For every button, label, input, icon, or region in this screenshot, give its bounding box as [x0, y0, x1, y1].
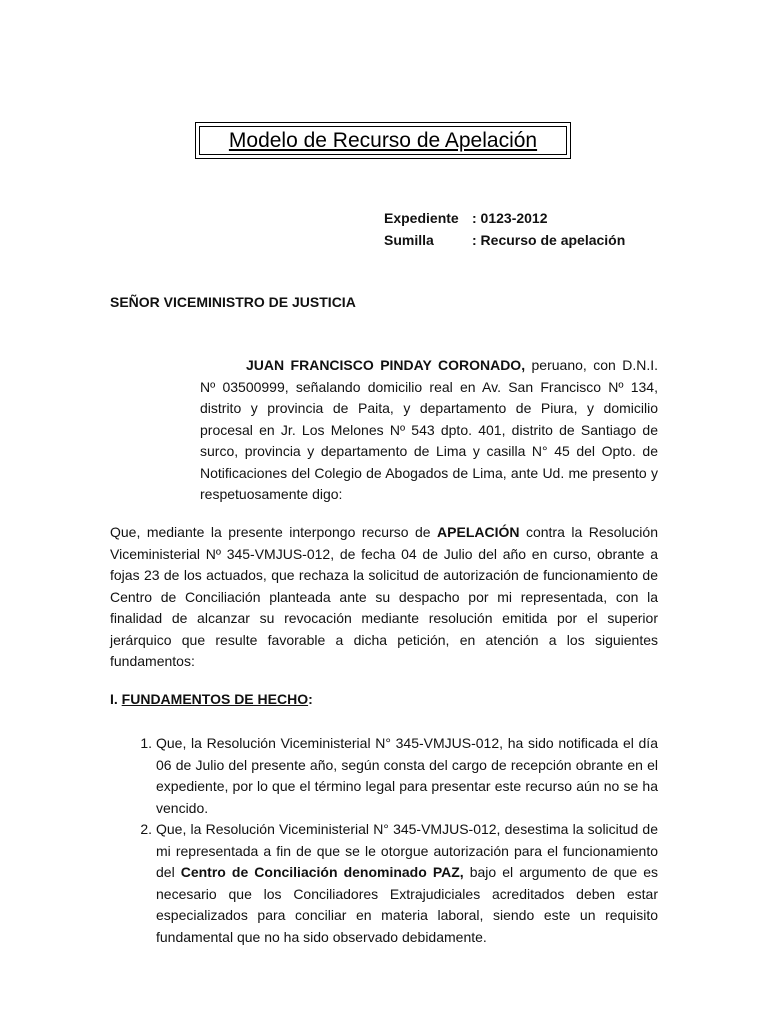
sumilla-label: Sumilla [384, 232, 434, 248]
recipient: SEÑOR VICEMINISTRO DE JUSTICIA [110, 294, 356, 310]
expediente-label: Expediente [384, 210, 459, 226]
sumilla-value: : Recurso de apelación [472, 232, 626, 248]
list-item-text [156, 819, 658, 948]
document-title: Modelo de Recurso de Apelación [228, 128, 538, 152]
title-inner-frame [199, 126, 567, 155]
section-suffix: : [308, 691, 313, 707]
section-heading [110, 691, 313, 707]
list-item-text-2: bajo el argumento de que es necesario que los Conciliadores Extrajudiciales acreditados deben estar especializados para conciliar en materia laboral, siendo este un requisito fundamental que no ha sido observado debidamente. [156, 864, 658, 945]
section-title: FUNDAMENTOS DE HECHO [121, 691, 309, 707]
sumilla-line [384, 232, 625, 248]
list-item-text: Que, la Resolución Viceministerial N° 345-VMJUS-012, ha sido notificada el día 06 de Julio del presente año, según consta del cargo de recepción obrante en el expediente, por lo que el término legal para presentar este recurso aún no se ha vencido. [156, 735, 658, 816]
expediente-line [384, 210, 548, 226]
expediente-value: : 0123-2012 [472, 210, 548, 226]
intro-paragraph [200, 355, 658, 506]
body-paragraph [110, 522, 658, 673]
list-item-bold: Centro de Conciliación denominado PAZ, [180, 864, 464, 880]
title-frame [195, 122, 571, 159]
petitioner-name: JUAN FRANCISCO PINDAY CORONADO, [246, 357, 526, 373]
intro-text: peruano, con D.N.I. Nº 03500999, señalando domicilio real en Av. San Francisco Nº 134, distrito y provincia de Paita, y departamento de Piura, y domicilio procesal en Jr. Los Melones Nº 543 dpto. 401, distrito de Santiago de surco, provincia y departamento de Lima y casilla N° 45 del Opto. de Notificaciones del Colegio de Abogados de Lima, ante Ud. me presento y respetuosamente digo: [200, 357, 658, 502]
list-item-number: 2. [140, 821, 152, 837]
body-bold: APELACIÓN [437, 524, 520, 540]
body-text-1: Que, mediante la presente interpongo recurso de [110, 524, 438, 540]
section-prefix: I. [110, 691, 122, 707]
list-item-number: 1. [140, 735, 152, 751]
list-item-text-1: Que, la Resolución Viceministerial N° 345-VMJUS-012, desestima la solicitud de mi representada a fin de que se le otorgue autorización para el funcionamiento del [156, 821, 658, 880]
body-text-2: contra la Resolución Viceministerial Nº 345-VMJUS-012, de fecha 04 de Julio del año en curso, obrante a fojas 23 de los actuados, que rechaza la solicitud de autorización de funcionamiento de Centro de Conciliación planteada ante su despacho por mi representada, con la finalidad de alcanzar su revocación mediante resolución emitida por el superior jerárquico que resulte favorable a dicha petición, en atención a los siguientes fundamentos: [110, 524, 658, 669]
